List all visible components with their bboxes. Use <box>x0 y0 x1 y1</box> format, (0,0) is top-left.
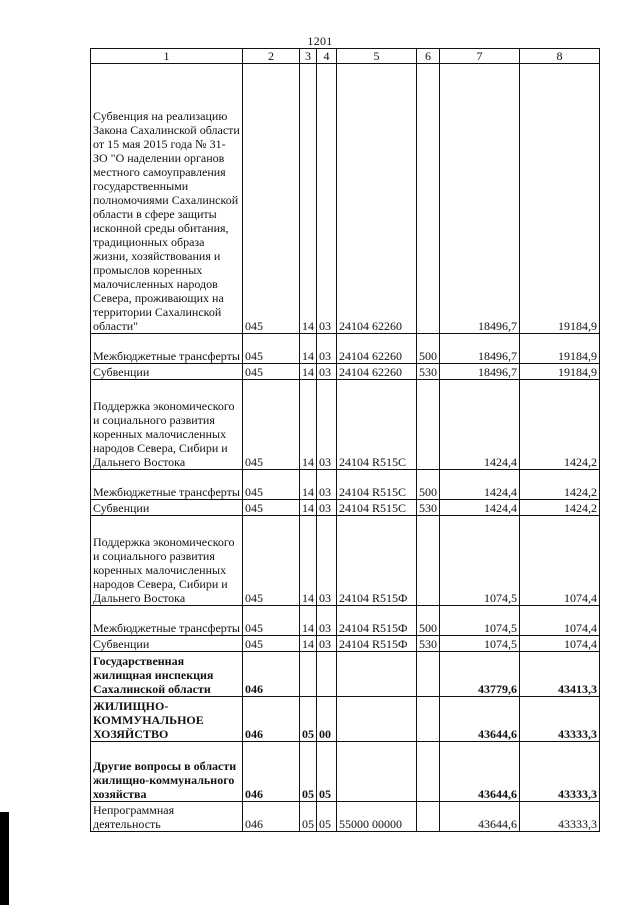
table-row <box>91 606 600 636</box>
table-row <box>91 636 600 652</box>
section-code: 14 <box>300 364 317 380</box>
ministry-code: 046 <box>243 652 300 697</box>
amount-col8: 19184,9 <box>520 334 600 364</box>
subsection-code: 00 <box>317 697 337 742</box>
page-number: 1201 <box>307 34 333 48</box>
column-header-row <box>91 49 600 64</box>
table-row <box>91 334 600 364</box>
target-article-code: 24104 R515Ф <box>337 636 417 652</box>
expense-type-code: 530 <box>417 636 440 652</box>
row-name: Другие вопросы в области жилищно-коммунального хозяйства <box>91 742 243 802</box>
table-body <box>91 49 600 832</box>
expense-type-code <box>417 516 440 606</box>
subsection-code: 05 <box>317 742 337 802</box>
row-name: Межбюджетные трансферты <box>91 606 243 636</box>
row-name: Субвенции <box>91 364 243 380</box>
amount-col7: 1074,5 <box>440 516 520 606</box>
section-code <box>300 652 317 697</box>
section-code: 14 <box>300 516 317 606</box>
ministry-code: 045 <box>243 64 300 334</box>
amount-col8: 43333,3 <box>520 742 600 802</box>
expense-type-code <box>417 380 440 470</box>
subsection-code: 05 <box>317 802 337 832</box>
scan-edge-mark <box>0 812 9 905</box>
row-name: Межбюджетные трансферты <box>91 470 243 500</box>
amount-col8: 43333,3 <box>520 802 600 832</box>
amount-col8: 1424,2 <box>520 380 600 470</box>
amount-col8: 1074,4 <box>520 516 600 606</box>
amount-col7: 1424,4 <box>440 470 520 500</box>
table-row <box>91 802 600 832</box>
table-row <box>91 652 600 697</box>
target-article-code: 24104 62260 <box>337 64 417 334</box>
table-row <box>91 742 600 802</box>
section-code: 05 <box>300 742 317 802</box>
amount-col8: 43413,3 <box>520 652 600 697</box>
column-header: 2 <box>243 49 300 64</box>
row-name: Непрограммная деятельность <box>91 802 243 832</box>
amount-col7: 43779,6 <box>440 652 520 697</box>
target-article-code <box>337 742 417 802</box>
table-row <box>91 380 600 470</box>
section-code: 05 <box>300 697 317 742</box>
amount-col7: 18496,7 <box>440 64 520 334</box>
column-header: 4 <box>317 49 337 64</box>
table-row <box>91 516 600 606</box>
ministry-code: 045 <box>243 364 300 380</box>
expense-type-code: 500 <box>417 606 440 636</box>
amount-col8: 1424,2 <box>520 500 600 516</box>
subsection-code: 03 <box>317 606 337 636</box>
amount-col7: 1074,5 <box>440 636 520 652</box>
amount-col7: 1424,4 <box>440 500 520 516</box>
expense-type-code: 500 <box>417 334 440 364</box>
amount-col8: 1074,4 <box>520 606 600 636</box>
amount-col7: 18496,7 <box>440 364 520 380</box>
subsection-code: 03 <box>317 364 337 380</box>
table-row <box>91 697 600 742</box>
amount-col7: 43644,6 <box>440 742 520 802</box>
ministry-code: 045 <box>243 606 300 636</box>
table-row <box>91 364 600 380</box>
section-code: 14 <box>300 606 317 636</box>
target-article-code <box>337 652 417 697</box>
section-code: 14 <box>300 64 317 334</box>
target-article-code: 24104 R515C <box>337 470 417 500</box>
expense-type-code <box>417 742 440 802</box>
amount-col7: 43644,6 <box>440 697 520 742</box>
target-article-code: 24104 62260 <box>337 364 417 380</box>
ministry-code: 045 <box>243 470 300 500</box>
expense-type-code <box>417 802 440 832</box>
row-name: Государственная жилищная инспекция Сахалинской области <box>91 652 243 697</box>
section-code: 14 <box>300 500 317 516</box>
row-name: Поддержка экономического и социального развития коренных малочисленных народов Севера, Сибири и Дальнего Востока <box>91 516 243 606</box>
subsection-code: 03 <box>317 500 337 516</box>
target-article-code: 24104 R515C <box>337 380 417 470</box>
column-header: 1 <box>91 49 243 64</box>
expense-type-code <box>417 697 440 742</box>
ministry-code: 045 <box>243 334 300 364</box>
amount-col8: 19184,9 <box>520 64 600 334</box>
section-code: 14 <box>300 470 317 500</box>
section-code: 14 <box>300 334 317 364</box>
expense-type-code <box>417 652 440 697</box>
ministry-code: 045 <box>243 500 300 516</box>
amount-col7: 18496,7 <box>440 334 520 364</box>
row-name: Субвенции <box>91 500 243 516</box>
table-row <box>91 500 600 516</box>
expense-type-code: 500 <box>417 470 440 500</box>
target-article-code: 24104 R515Ф <box>337 606 417 636</box>
ministry-code: 046 <box>243 742 300 802</box>
target-article-code: 24104 62260 <box>337 334 417 364</box>
table-row <box>91 64 600 334</box>
subsection-code: 03 <box>317 64 337 334</box>
target-article-code <box>337 697 417 742</box>
subsection-code: 03 <box>317 380 337 470</box>
target-article-code: 24104 R515Ф <box>337 516 417 606</box>
column-header: 6 <box>417 49 440 64</box>
amount-col7: 1424,4 <box>440 380 520 470</box>
section-code: 05 <box>300 802 317 832</box>
target-article-code: 55000 00000 <box>337 802 417 832</box>
amount-col8: 1074,4 <box>520 636 600 652</box>
amount-col7: 1074,5 <box>440 606 520 636</box>
section-code: 14 <box>300 380 317 470</box>
budget-table <box>90 48 600 832</box>
ministry-code: 045 <box>243 636 300 652</box>
row-name: Субвенции <box>91 636 243 652</box>
subsection-code: 03 <box>317 470 337 500</box>
column-header: 7 <box>440 49 520 64</box>
table-row <box>91 470 600 500</box>
amount-col8: 1424,2 <box>520 470 600 500</box>
column-header: 8 <box>520 49 600 64</box>
subsection-code: 03 <box>317 636 337 652</box>
ministry-code: 045 <box>243 380 300 470</box>
column-header: 3 <box>300 49 317 64</box>
ministry-code: 046 <box>243 697 300 742</box>
subsection-code: 03 <box>317 516 337 606</box>
row-name: ЖИЛИЩНО-КОММУНАЛЬНОЕ ХОЗЯЙСТВО <box>91 697 243 742</box>
subsection-code <box>317 652 337 697</box>
row-name: Поддержка экономического и социального развития коренных малочисленных народов Севера, Сибири и Дальнего Востока <box>91 380 243 470</box>
ministry-code: 046 <box>243 802 300 832</box>
subsection-code: 03 <box>317 334 337 364</box>
expense-type-code: 530 <box>417 500 440 516</box>
row-name: Субвенция на реализацию Закона Сахалинской области от 15 мая 2015 года № 31-ЗО "О наделении органов местного самоуправления государственными полномочиями Сахалинской области в сфере защиты исконной среды обитания, традиционных образа жизни, хозяйствования и промыслов коренных малочисленных народов Севера, проживающих на территории Сахалинской области" <box>91 64 243 334</box>
target-article-code: 24104 R515C <box>337 500 417 516</box>
amount-col8: 43333,3 <box>520 697 600 742</box>
row-name: Межбюджетные трансферты <box>91 334 243 364</box>
amount-col8: 19184,9 <box>520 364 600 380</box>
expense-type-code: 530 <box>417 364 440 380</box>
column-header: 5 <box>337 49 417 64</box>
section-code: 14 <box>300 636 317 652</box>
ministry-code: 045 <box>243 516 300 606</box>
expense-type-code <box>417 64 440 334</box>
amount-col7: 43644,6 <box>440 802 520 832</box>
